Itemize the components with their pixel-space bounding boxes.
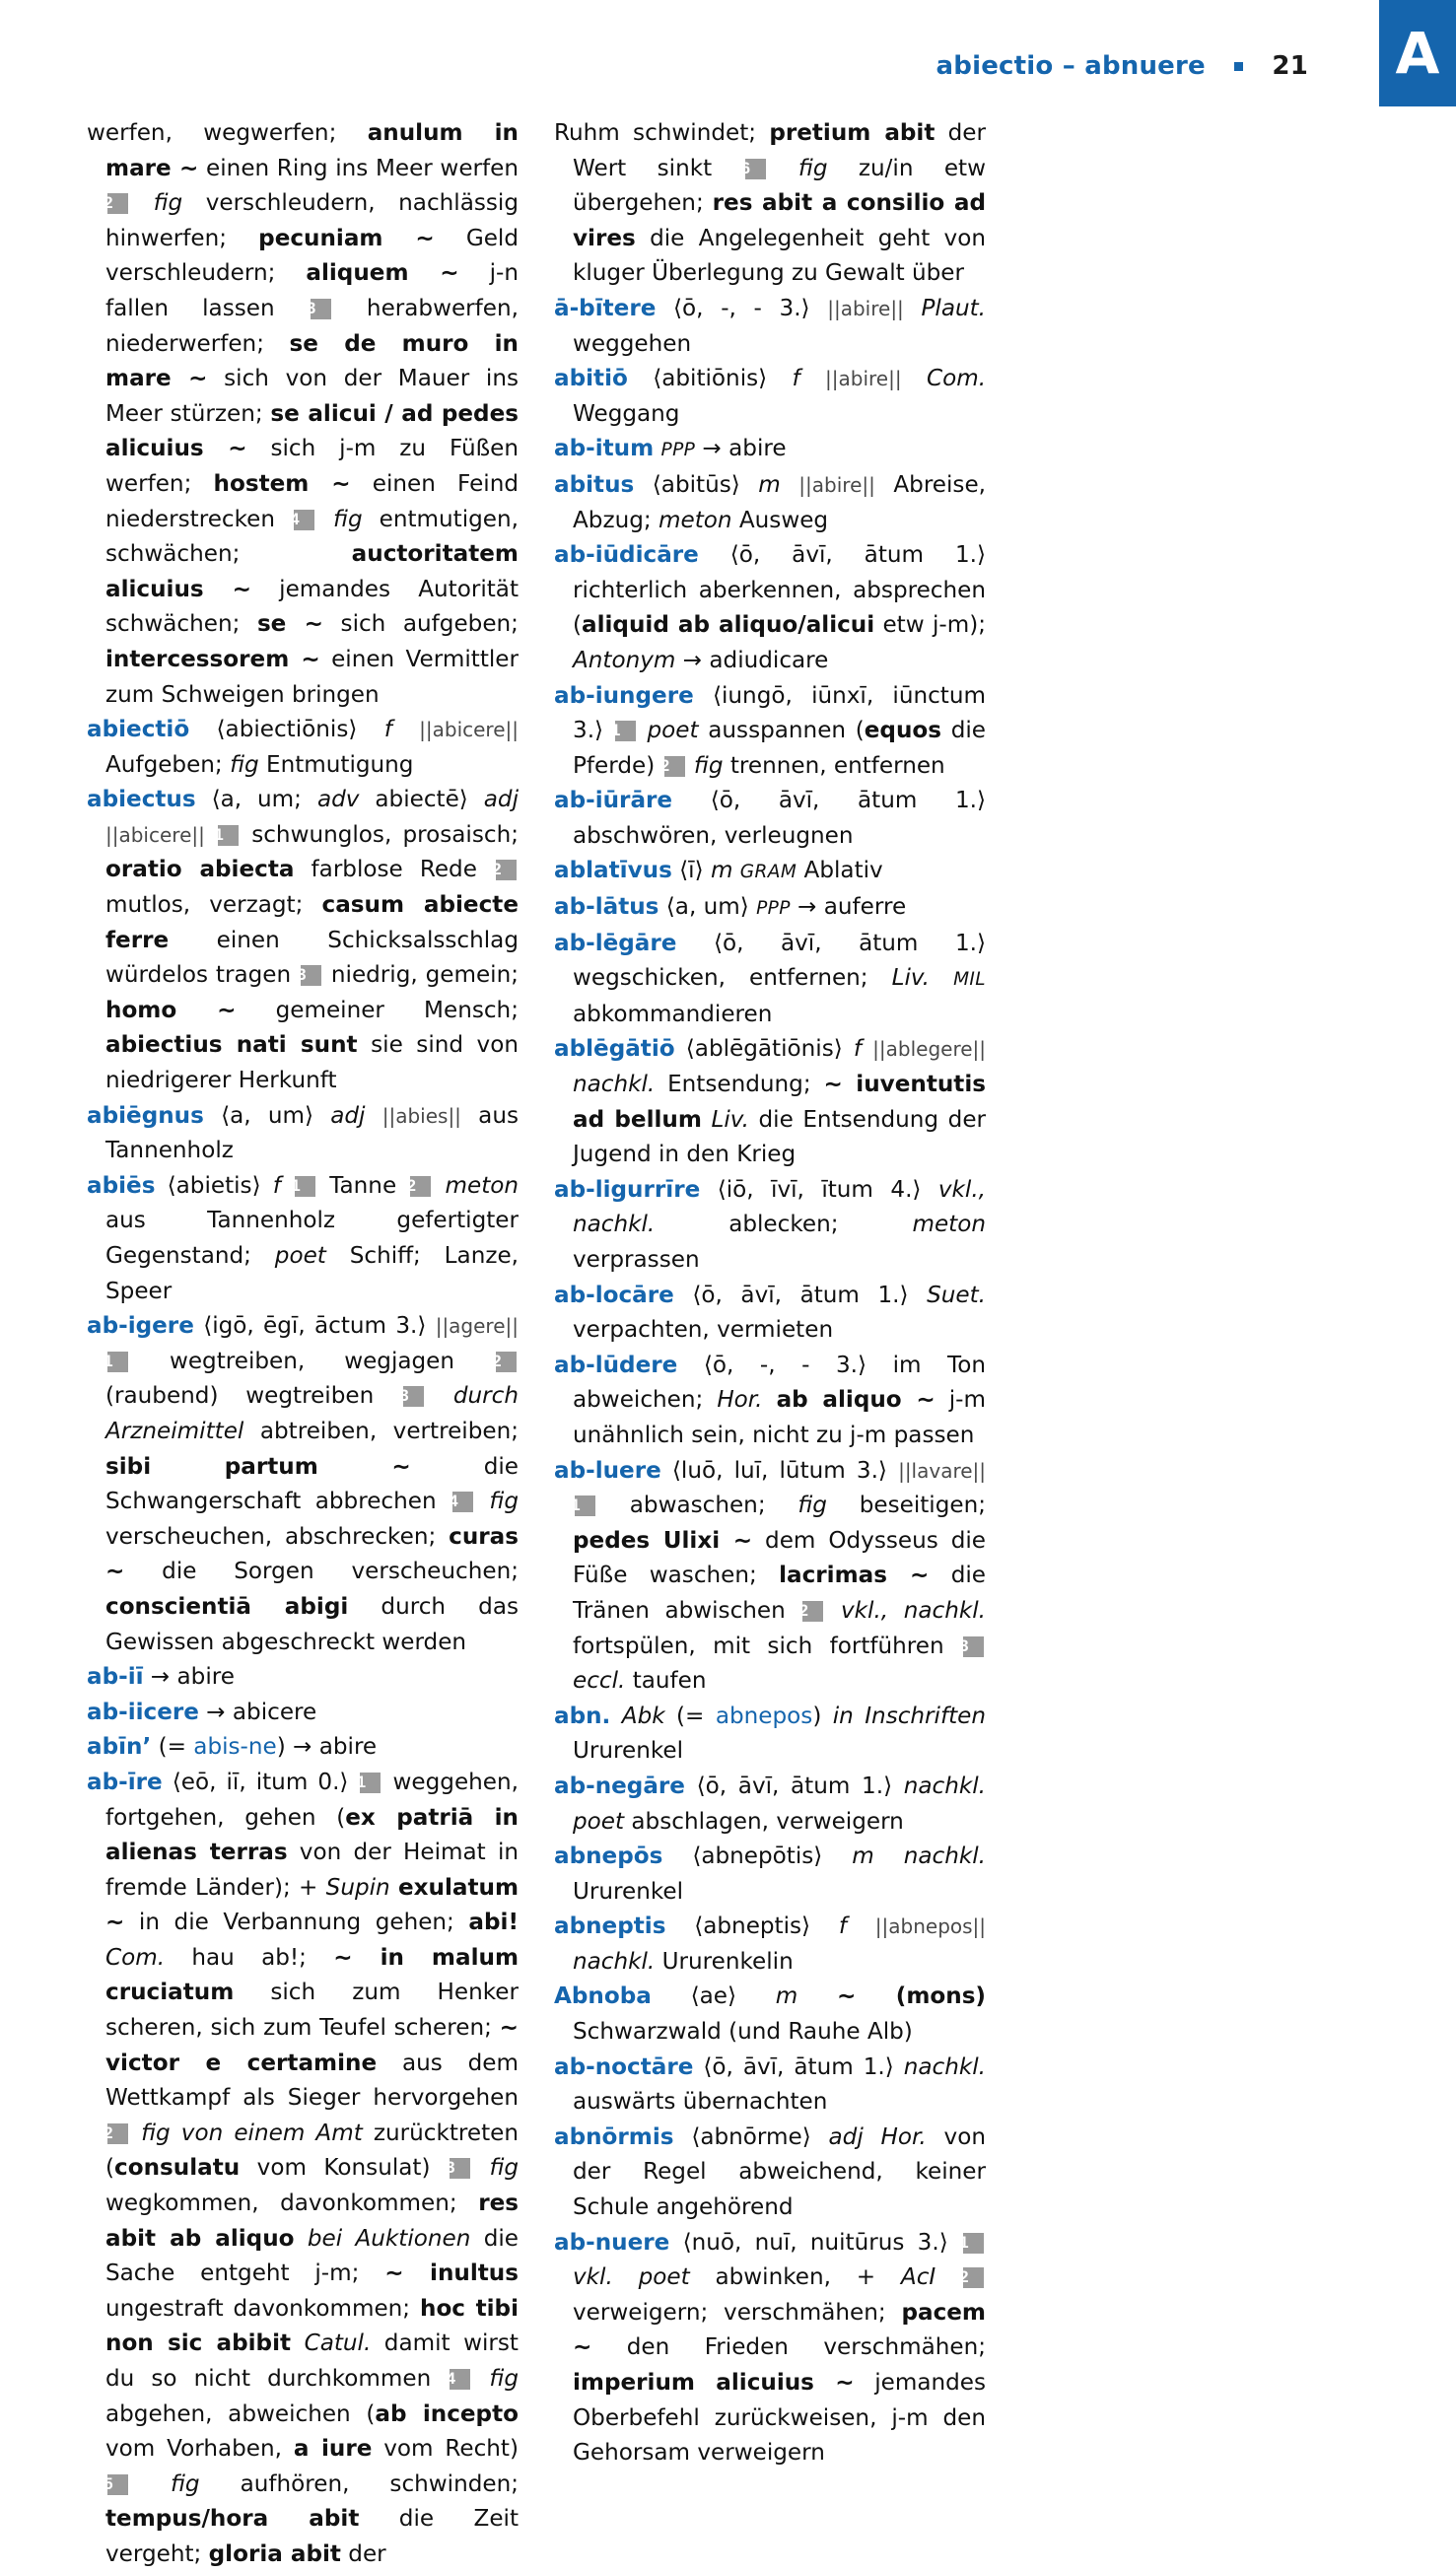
usage-label: f bbox=[383, 717, 392, 743]
usage-label: eccl. bbox=[573, 1668, 626, 1695]
usage-label: f bbox=[792, 366, 800, 392]
latin-phrase: ~ in malum cruciatum bbox=[105, 1944, 520, 2006]
dictionary-entry: ab-locāre ⟨ō, āvī, ātum 1.⟩ Suet. verpachten, vermieten bbox=[554, 1282, 987, 1344]
headword: ab-iungere bbox=[554, 682, 694, 709]
inflection-forms: ⟨ae⟩ bbox=[690, 1983, 736, 2010]
dictionary-entry: abiectus ⟨a, um; adv abiectē⟩ adj ||abicere|| 1 schwunglos, prosaisch; oratio abiecta farblose Rede 2 mutlos, verzagt; casum abiecte ferre einen Schicksalsschlag würdelos tragen 3 niedrig, gemein; homo ~ gemeiner Mensch; abiectius nati sunt sie sind von niedrigerer Herkunft bbox=[87, 787, 519, 1094]
headword: abīn’ bbox=[87, 1734, 152, 1761]
page-number: 21 bbox=[1272, 51, 1308, 81]
sense-number-marker: 1 bbox=[295, 1176, 315, 1197]
usage-label: nachkl. poet bbox=[573, 1773, 987, 1835]
latin-phrase: homo ~ bbox=[105, 997, 237, 1023]
usage-label: fig bbox=[693, 752, 724, 779]
headword: abitiō bbox=[554, 366, 628, 392]
latin-phrase: ab aliquo ~ bbox=[776, 1387, 936, 1414]
inflection-forms: ⟨a, um; adv abiectē⟩ bbox=[211, 787, 468, 813]
sense-number-marker: 6 bbox=[745, 159, 766, 179]
inflection-forms: ⟨igō, ēgī, āctum 3.⟩ bbox=[203, 1313, 427, 1340]
dictionary-entry: abitiō ⟨abitiōnis⟩ f ||abire|| Com. Weggang bbox=[554, 366, 987, 427]
latin-phrase: tempus/hora abit bbox=[105, 2506, 360, 2533]
usage-label: adj bbox=[330, 1102, 366, 1129]
dictionary-entry: ab-iūdicāre ⟨ō, āvī, ātum 1.⟩ richterlich aberkennen, absprechen (aliquid ab aliquo/alicui etw j-m); Antonym → adiudicare bbox=[554, 542, 986, 673]
usage-label: vkl., nachkl. bbox=[573, 1176, 987, 1238]
sense-number-marker: 4 bbox=[294, 510, 314, 530]
latin-phrase: oratio abiecta bbox=[105, 857, 295, 883]
headword: ab-ligurrīre bbox=[554, 1176, 701, 1203]
inflection-forms: ⟨abiectiōnis⟩ bbox=[216, 717, 358, 743]
latin-phrase: res abit a consilio ad vires bbox=[573, 190, 986, 251]
latin-phrase: intercessorem ~ bbox=[105, 646, 320, 672]
usage-label: f bbox=[272, 1172, 281, 1199]
dictionary-entry: abiēs ⟨abietis⟩ f 1 Tanne 2 meton aus Tannenholz gefertigter Gegenstand; poet Schiff; Lanze, Speer bbox=[87, 1172, 520, 1304]
dictionary-entry: ab-igere ⟨igō, ēgī, āctum 3.⟩ ||agere|| 1 wegtreiben, wegjagen 2 (raubend) wegtreiben 3 durch Arzneimittel abtreiben, vertreiben; sibi partum ~ die Schwangerschaft abbrechen 4 fig verscheuchen, abschrecken; curas ~ die Sorgen verscheuchen; conscientiā abigi durch das Gewissen abgeschreckt werden bbox=[87, 1313, 519, 1655]
dictionary-entry: abiēgnus ⟨a, um⟩ adj ||abies|| aus Tannenholz bbox=[87, 1102, 519, 1164]
headword: ā-bītere bbox=[554, 295, 657, 321]
usage-label: nachkl. bbox=[903, 2053, 986, 2080]
usage-label: poet bbox=[274, 1243, 326, 1269]
usage-label: m nachkl. bbox=[852, 1843, 986, 1870]
latin-phrase: conscientiā abigi bbox=[105, 1593, 349, 1620]
sense-number-marker: 2 bbox=[410, 1176, 431, 1197]
latin-phrase: curas ~ bbox=[105, 1523, 519, 1585]
inflection-forms: ⟨a, um⟩ bbox=[221, 1102, 313, 1129]
dictionary-entry: ab-lūdere ⟨ō, -, - 3.⟩ im Ton abweichen; Hor. ab aliquo ~ j-m unähnlich sein, nicht zu j-m passen bbox=[554, 1352, 987, 1448]
usage-label: f bbox=[838, 1913, 847, 1940]
headword: ab-iī bbox=[87, 1664, 144, 1691]
usage-label: f bbox=[853, 1036, 863, 1063]
latin-phrase: hoc tibi non sic abibit bbox=[105, 2295, 519, 2357]
dictionary-entry: ab-iicere → abicere bbox=[87, 1699, 317, 1725]
usage-label: + AcI bbox=[856, 2264, 936, 2291]
usage-label: adj bbox=[483, 787, 519, 813]
see-also-arrow-icon: → bbox=[150, 1664, 171, 1691]
headword: ab-lātus bbox=[554, 894, 659, 921]
sense-number-marker: 3 bbox=[963, 1636, 984, 1657]
dictionary-entry: abnepōs ⟨abnepōtis⟩ m nachkl. Ururenkel bbox=[554, 1843, 986, 1905]
inflection-forms: ⟨luō, luī, lūtum 3.⟩ bbox=[671, 1457, 887, 1484]
dictionary-entry: ab-iūrāre ⟨ō, āvī, ātum 1.⟩ abschwören, verleugnen bbox=[554, 788, 986, 849]
latin-phrase: anulum in mare ~ bbox=[105, 120, 519, 181]
headword: abiectiō bbox=[87, 717, 190, 743]
sense-number-marker: 2 bbox=[664, 756, 685, 777]
dictionary-entry: ab-itum PPP → abire bbox=[554, 436, 787, 462]
cross-reference-link[interactable]: abis-ne bbox=[193, 1734, 277, 1761]
latin-phrase: exulatum ~ bbox=[105, 1874, 520, 1936]
usage-label: durch Arzneimittel bbox=[105, 1383, 519, 1444]
sense-number-marker: 1 bbox=[218, 825, 239, 846]
inflection-forms: ⟨ō, āvī, ātum 1.⟩ bbox=[696, 1773, 893, 1799]
usage-label: Com. bbox=[926, 366, 987, 392]
usage-label: fig bbox=[171, 2470, 200, 2497]
headword: ablēgātiō bbox=[554, 1036, 675, 1063]
usage-label: poet bbox=[647, 718, 699, 744]
headword: abiectus bbox=[87, 787, 196, 813]
latin-phrase: se de muro in mare ~ bbox=[105, 330, 520, 392]
see-also-arrow-icon: → bbox=[702, 436, 722, 462]
usage-label: in Inschriften bbox=[832, 1703, 986, 1729]
headword: ab-itum bbox=[554, 436, 655, 462]
usage-label: + Supin bbox=[299, 1874, 390, 1901]
inflection-forms: ⟨ō, āvī, ātum 1.⟩ bbox=[713, 930, 986, 956]
usage-label: Plaut. bbox=[921, 295, 987, 321]
headword: abiēs bbox=[87, 1172, 156, 1199]
sense-number-marker: 1 bbox=[360, 1773, 381, 1793]
sense-number-marker: 2 bbox=[963, 2267, 984, 2288]
dictionary-entry: Abnoba ⟨ae⟩ m ~ (mons) Schwarzwald (und Rauhe Alb) bbox=[554, 1983, 986, 2046]
usage-label: meton bbox=[445, 1172, 520, 1199]
latin-phrase: imperium alicuius ~ bbox=[573, 2370, 855, 2396]
inflection-forms: ⟨a, um⟩ bbox=[665, 894, 749, 921]
inflection-forms: ⟨ō, āvī, ātum 1.⟩ bbox=[729, 542, 986, 569]
sense-number-marker: 2 bbox=[802, 1601, 823, 1622]
dictionary-entry: ab-īre ⟨eō, iī, itum 0.⟩ 1 weggehen, fortgehen, gehen (ex patriā in alienas terras von der Heimat in fremde Länder); + Supin exulatum ~ in die Verbannung gehen; abi! Com. hau ab!; ~ in malum cruciatum sich zum Henker scheren, sich zum Teufel scheren; ~ victor e certamine aus dem Wettkampf als Sieger hervorgehen 2 fig von einem Amt zurücktreten (consulatu vom Konsulat) 3 fig wegkommen, davonkommen; res abit ab aliquo bei Auktionen die Sache entgeht j-m; ~ inultus ungestraft davonkommen; hoc tibi non sic abibit Catul. damit wirst du so nicht durchkommen 4 fig abgehen, abweichen (ab incepto vom Vorhaben, a iure vom Recht) 5 fig aufhören, schwinden; tempus/hora abit die Zeit vergeht; gloria abit der bbox=[87, 1769, 520, 2567]
sense-number-marker: 2 bbox=[107, 193, 128, 214]
dictionary-entry: abn. Abk (= abnepos) in Inschriften Ururenkel bbox=[554, 1703, 986, 1765]
usage-label: Liv. bbox=[711, 1106, 749, 1133]
latin-phrase: se alicui / ad pedes alicuius ~ bbox=[105, 400, 519, 462]
inflection-forms: ⟨eō, iī, itum 0.⟩ bbox=[172, 1769, 349, 1795]
headword: Abnoba bbox=[554, 1983, 652, 2010]
dictionary-entry: ab-ligurrīre ⟨iō, īvī, ītum 4.⟩ vkl., nachkl. ablecken; meton verprassen bbox=[554, 1176, 987, 1273]
usage-label: fig bbox=[333, 506, 363, 532]
etymology-note: ||abire|| bbox=[825, 367, 902, 391]
inflection-forms: ⟨iungō, iūnxī, iūnctum 3.⟩ bbox=[573, 682, 986, 744]
usage-label: fig bbox=[489, 2366, 519, 2392]
headword: ab-īre bbox=[87, 1769, 163, 1795]
field-label: PPP bbox=[660, 440, 696, 461]
dictionary-entry: ab-lēgāre ⟨ō, āvī, ātum 1.⟩ wegschicken, entfernen; Liv. MIL abkommandieren bbox=[554, 930, 986, 1027]
latin-phrase: ~ iuventutis ad bellum bbox=[573, 1072, 986, 1133]
dictionary-entry: Ruhm schwindet; pretium abit der Wert sinkt 6 fig zu/in etw übergehen; res abit a consilio ad vires die Angelegenheit geht von kluger Überlegung zu Gewalt über bbox=[554, 120, 987, 287]
dictionary-entry: abiectiō ⟨abiectiōnis⟩ f ||abicere|| Aufgeben; fig Entmutigung bbox=[87, 717, 519, 778]
running-head bbox=[936, 51, 1308, 81]
usage-label: Antonym bbox=[573, 647, 676, 673]
headword: ab-luere bbox=[554, 1457, 661, 1484]
latin-phrase: ~ inultus bbox=[384, 2260, 519, 2287]
etymology-note: ||abire|| bbox=[827, 296, 904, 320]
inflection-forms: ⟨ō, -, - 3.⟩ bbox=[703, 1352, 867, 1378]
see-also-arrow-icon: → bbox=[206, 1699, 226, 1725]
etymology-note: ||agere|| bbox=[435, 1314, 519, 1339]
inflection-forms: ⟨ō, āvī, ātum 1.⟩ bbox=[703, 2053, 894, 2080]
latin-phrase: pretium abit bbox=[769, 120, 936, 146]
sense-number-marker: 1 bbox=[107, 1352, 128, 1372]
usage-label: Catul. bbox=[304, 2330, 372, 2357]
usage-label: m bbox=[758, 471, 781, 498]
headword: ab-noctāre bbox=[554, 2053, 694, 2080]
headword: abn. bbox=[554, 1703, 611, 1729]
dictionary-entry: ab-negāre ⟨ō, āvī, ātum 1.⟩ nachkl. poet abschlagen, verweigern bbox=[554, 1773, 987, 1835]
see-also-arrow-icon: → bbox=[293, 1734, 312, 1761]
latin-phrase: lacrimas ~ bbox=[779, 1563, 930, 1589]
column-right bbox=[554, 116, 986, 2573]
headword: ab-iūdicāre bbox=[554, 542, 699, 569]
field-label: MIL bbox=[953, 969, 986, 991]
inflection-forms: ⟨abnepōtis⟩ bbox=[692, 1843, 823, 1870]
sense-number-marker: 1 bbox=[615, 721, 636, 741]
sense-number-marker: 4 bbox=[452, 1492, 473, 1512]
headword: ab-lēgāre bbox=[554, 930, 677, 956]
latin-phrase: pacem ~ bbox=[573, 2299, 986, 2361]
usage-label: Hor. bbox=[717, 1387, 763, 1414]
field-label: GRAM bbox=[739, 862, 797, 883]
inflection-forms: ⟨ablēgātiōnis⟩ bbox=[685, 1036, 843, 1063]
latin-phrase: sibi partum ~ bbox=[105, 1453, 411, 1480]
inflection-forms: ⟨abneptis⟩ bbox=[694, 1913, 811, 1940]
sense-number-marker: 2 bbox=[496, 1352, 517, 1372]
latin-phrase: ab incepto bbox=[375, 2400, 519, 2427]
inflection-forms: ⟨abnōrme⟩ bbox=[691, 2123, 811, 2150]
inflection-forms: ⟨ō, -, - 3.⟩ bbox=[673, 295, 810, 321]
headword: ab-nuere bbox=[554, 2229, 670, 2256]
etymology-note: ||abnepos|| bbox=[874, 1914, 987, 1939]
latin-phrase: ~ (mons) bbox=[836, 1983, 986, 2010]
headword: ab-locāre bbox=[554, 1282, 674, 1308]
latin-phrase: auctoritatem alicuius ~ bbox=[105, 541, 519, 602]
latin-phrase: abi! bbox=[468, 1910, 519, 1936]
dictionary-entry: ab-iī → abire bbox=[87, 1664, 235, 1691]
usage-label: fig bbox=[797, 155, 828, 181]
headword: ab-iicere bbox=[87, 1699, 199, 1725]
sense-number-marker: 1 bbox=[575, 1495, 595, 1516]
usage-label: nachkl. bbox=[573, 1948, 656, 1975]
latin-phrase: aliquid ab aliquo/alicui bbox=[582, 612, 875, 639]
dictionary-entry: ab-nuere ⟨nuō, nuī, nuitūrus 3.⟩ 1 vkl. poet abwinken, + AcI 2 verweigern; verschmähen; pacem ~ den Frieden verschmähen; imperium alicuius ~ jemandes Oberbefehl zurückweisen, j-m den Gehorsam verweigern bbox=[554, 2229, 987, 2467]
latin-phrase: ex patriā in alienas terras bbox=[105, 1804, 519, 1866]
latin-phrase: pedes Ulixi ~ bbox=[573, 1527, 753, 1554]
dictionary-entry: ablēgātiō ⟨ablēgātiōnis⟩ f ||ablegere|| nachkl. Entsendung; ~ iuventutis ad bellum Liv. die Entsendung der Jugend in den Krieg bbox=[554, 1036, 987, 1168]
latin-phrase: a iure bbox=[293, 2436, 373, 2463]
sense-number-marker: 3 bbox=[450, 2158, 470, 2179]
column-left bbox=[87, 116, 519, 2573]
latin-phrase: consulatu bbox=[114, 2155, 241, 2182]
usage-label: vkl., nachkl. bbox=[841, 1597, 986, 1624]
usage-label: adj Hor. bbox=[828, 2123, 927, 2150]
inflection-forms: ⟨ō, āvī, ātum 1.⟩ bbox=[710, 788, 986, 814]
latin-phrase: res abit ab aliquo bbox=[105, 2191, 519, 2252]
cross-reference-link[interactable]: abnepos bbox=[715, 1703, 813, 1729]
see-also-arrow-icon: → bbox=[682, 647, 703, 673]
usage-label: fig von einem Amt bbox=[141, 2120, 363, 2146]
running-head-dash: – bbox=[1062, 51, 1075, 81]
inflection-forms: ⟨abitiōnis⟩ bbox=[653, 366, 768, 392]
inflection-forms: ⟨nuō, nuī, nuitūrus 3.⟩ bbox=[682, 2229, 948, 2256]
latin-phrase: aliquem ~ bbox=[306, 260, 459, 287]
headword: ab-lūdere bbox=[554, 1352, 678, 1378]
headword: ab-iūrāre bbox=[554, 788, 673, 814]
latin-phrase: ~ victor e certamine bbox=[105, 2015, 519, 2076]
headword: abneptis bbox=[554, 1913, 666, 1940]
usage-label: fig bbox=[489, 2155, 520, 2182]
sense-number-marker: 5 bbox=[107, 2474, 128, 2495]
latin-phrase: hostem ~ bbox=[213, 470, 351, 497]
latin-phrase: equos bbox=[864, 718, 942, 744]
dictionary-entry: werfen, wegwerfen; anulum in mare ~ einen Ring ins Meer werfen 2 fig verschleudern, nachlässig hinwerfen; pecuniam ~ Geld verschleudern; aliquem ~ j-n fallen lassen 3 herabwerfen, niederwerfen; se de muro in mare ~ sich von der Mauer ins Meer stürzen; se alicui / ad pedes alicuius ~ sich j-m zu Füßen werfen; hostem ~ einen Feind niederstrecken 4 fig entmutigen, schwächen; auctoritatem alicuius ~ jemandes Autorität schwächen; se ~ sich aufgeben; intercessorem ~ einen Vermittler zum Schweigen bringen bbox=[87, 120, 520, 708]
dictionary-entry: abneptis ⟨abneptis⟩ f ||abnepos|| nachkl. Ururenkelin bbox=[554, 1913, 987, 1975]
headword: abnōrmis bbox=[554, 2123, 674, 2150]
etymology-note: ||ablegere|| bbox=[872, 1037, 987, 1062]
headword: abiēgnus bbox=[87, 1102, 204, 1129]
inflection-forms: ⟨ō, āvī, ātum 1.⟩ bbox=[692, 1282, 909, 1308]
latin-phrase: casum abiecte ferre bbox=[105, 892, 519, 953]
usage-label: nachkl. bbox=[573, 1072, 656, 1098]
usage-label: vkl. poet bbox=[573, 2264, 690, 2291]
headword: abnepōs bbox=[554, 1843, 663, 1870]
sense-number-marker: 3 bbox=[403, 1386, 424, 1407]
headword: ab-igere bbox=[87, 1313, 194, 1340]
dictionary-entry: abīn’ (= abis-ne) → abire bbox=[87, 1734, 378, 1761]
inflection-forms: ⟨abietis⟩ bbox=[167, 1172, 261, 1199]
usage-label: bei Auktionen bbox=[307, 2225, 471, 2252]
sense-number-marker: 3 bbox=[301, 965, 321, 986]
etymology-note: ||abies|| bbox=[381, 1103, 461, 1128]
headword: ablatīvus bbox=[554, 858, 672, 884]
usage-label: Liv. bbox=[891, 965, 931, 992]
running-head-last-entry: abnuere bbox=[1084, 51, 1206, 81]
etymology-note: ||abire|| bbox=[798, 472, 875, 497]
usage-label: fig bbox=[797, 1493, 827, 1519]
dictionary-entry: ablatīvus ⟨ī⟩ m GRAM Ablativ bbox=[554, 858, 883, 884]
inflection-forms: ⟨ī⟩ bbox=[679, 858, 704, 884]
dictionary-entry: ab-lātus ⟨a, um⟩ PPP → auferre bbox=[554, 894, 907, 921]
sense-number-marker: 2 bbox=[107, 2123, 128, 2144]
running-head-first-entry: abiectio bbox=[936, 51, 1054, 81]
dictionary-entry: ab-luere ⟨luō, luī, lūtum 3.⟩ ||lavare|| 1 abwaschen; fig beseitigen; pedes Ulixi ~ dem Odysseus die Füße waschen; lacrimas ~ die Tränen abwischen 2 vkl., nachkl. fortspülen, mit sich fortführen 3 eccl. taufen bbox=[554, 1457, 987, 1695]
usage-label: Com. bbox=[105, 1944, 166, 1971]
separator-square-icon bbox=[1234, 62, 1243, 71]
sense-number-marker: 2 bbox=[496, 860, 517, 880]
latin-phrase: se ~ bbox=[256, 611, 323, 638]
latin-phrase: pecuniam ~ bbox=[258, 225, 435, 251]
usage-label: m bbox=[710, 858, 733, 884]
headword: ab-negāre bbox=[554, 1773, 685, 1799]
latin-phrase: gloria abit bbox=[208, 2540, 341, 2567]
dictionary-entry: ab-noctāre ⟨ō, āvī, ātum 1.⟩ nachkl. auswärts übernachten bbox=[554, 2053, 986, 2116]
dictionary-columns bbox=[87, 116, 1369, 2573]
etymology-note: ||abicere|| bbox=[419, 718, 519, 742]
headword: abitus bbox=[554, 471, 635, 498]
usage-label: Abk bbox=[621, 1703, 665, 1729]
dictionary-entry: ab-iungere ⟨iungō, iūnxī, iūnctum 3.⟩ 1 poet ausspannen (equos die Pferde) 2 fig trennen, entfernen bbox=[554, 682, 987, 779]
usage-label: fig bbox=[489, 1489, 519, 1515]
page-header bbox=[0, 0, 1456, 106]
field-label: PPP bbox=[756, 898, 791, 920]
usage-label: fig bbox=[230, 751, 259, 778]
inflection-forms: ⟨abitūs⟩ bbox=[652, 471, 740, 498]
latin-phrase: abiectius nati sunt bbox=[105, 1032, 358, 1059]
dictionary-entry: ā-bītere ⟨ō, -, - 3.⟩ ||abire|| Plaut. weggehen bbox=[554, 295, 987, 357]
usage-label: m bbox=[775, 1983, 798, 2010]
usage-label: adv bbox=[316, 787, 360, 813]
usage-label: meton bbox=[659, 507, 732, 533]
see-also-arrow-icon: → bbox=[797, 894, 817, 921]
letter-tab-a: A bbox=[1379, 0, 1456, 106]
inflection-forms: ⟨iō, īvī, ītum 4.⟩ bbox=[717, 1176, 922, 1203]
usage-label: fig bbox=[153, 190, 183, 217]
dictionary-entry: abitus ⟨abitūs⟩ m ||abire|| Abreise, Abzug; meton Ausweg bbox=[554, 471, 987, 533]
sense-number-marker: 3 bbox=[311, 299, 331, 319]
usage-label: meton bbox=[912, 1212, 986, 1238]
etymology-note: ||lavare|| bbox=[898, 1458, 987, 1483]
sense-number-marker: 1 bbox=[963, 2233, 984, 2254]
etymology-note: ||abicere|| bbox=[105, 822, 205, 847]
dictionary-entry: abnōrmis ⟨abnōrme⟩ adj Hor. von der Regel abweichend, keiner Schule angehörend bbox=[554, 2123, 986, 2221]
usage-label: Suet. bbox=[927, 1282, 987, 1308]
sense-number-marker: 4 bbox=[450, 2369, 470, 2390]
